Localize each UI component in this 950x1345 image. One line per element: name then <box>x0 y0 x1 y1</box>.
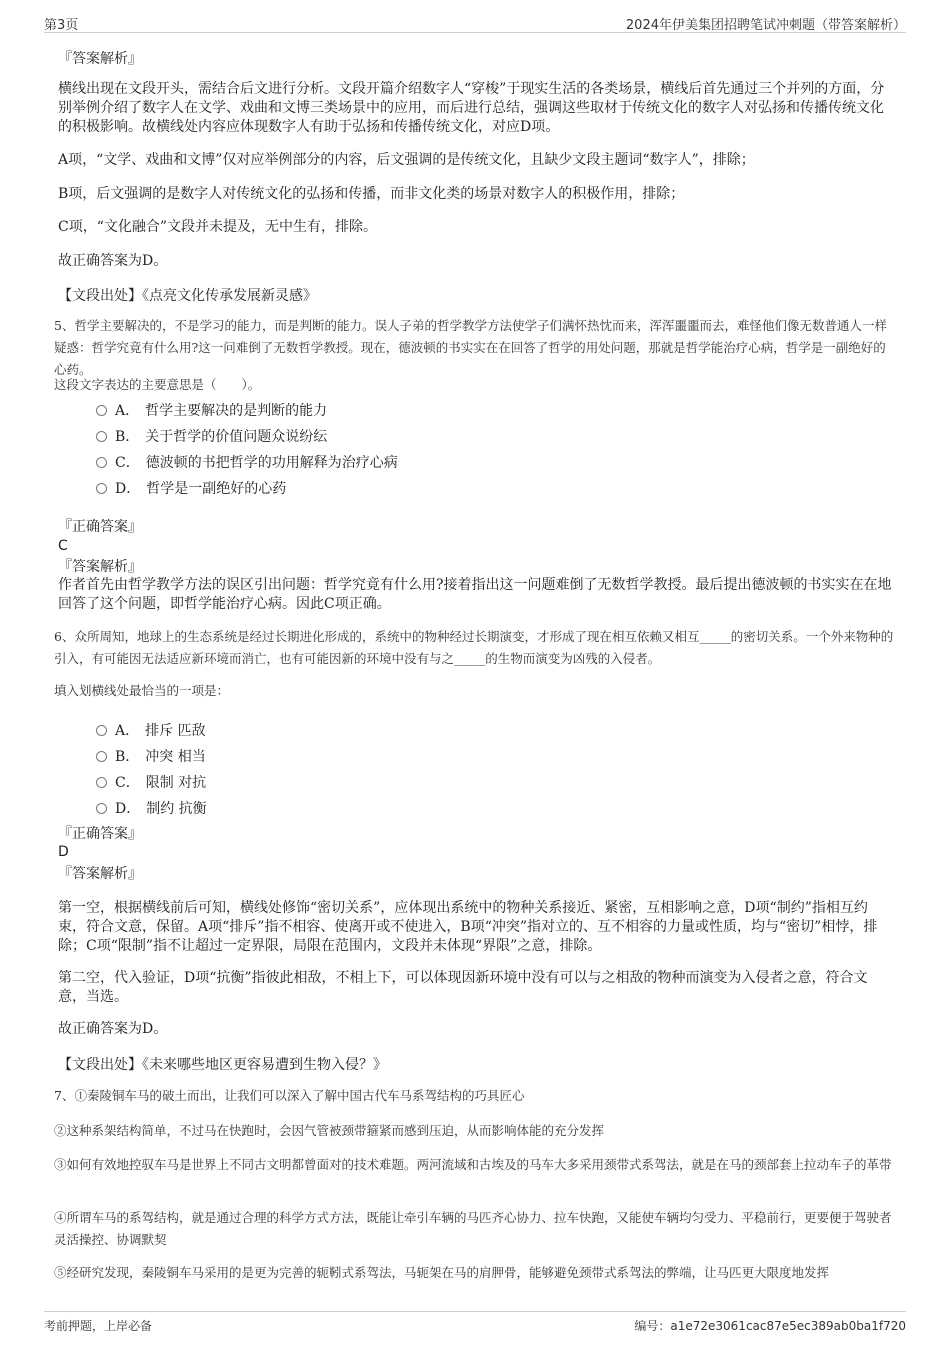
radio-icon[interactable] <box>96 751 107 762</box>
page-header <box>44 12 906 33</box>
q4-analysis-paragraph: 横线出现在文段开头，需结合后文进行分析。文段开篇介绍数字人“穿梭”于现实生活的各类场景，横线后首先通过三个并列的方面，分别举例介绍了数字人在文学、戏曲和文博三类场景中的应用，而后进行总结，强调这些取材于传统文化的数字人对弘扬和传播传统文化的积极影响。故横线处内容应体现数字人有助于弘扬和传播传统文化，对应D项。 <box>58 81 885 135</box>
q6-answer: D <box>58 844 69 860</box>
q4-option-a-note: A项，“文学、戏曲和文博”仅对应举例部分的内容，后文强调的是传统文化，且缺少文段主题词“数字人”，排除； <box>58 152 755 168</box>
footer-slogan: 考前押题，上岸必备 <box>44 1319 153 1333</box>
q4-option-b-note: B项，后文强调的是数字人对传统文化的弘扬和传播，而非文化类的场景对数字人的积极作用，排除； <box>58 186 685 202</box>
q6-source: 【文段出处】《未来哪些地区更容易遭到生物入侵？》 <box>58 1057 387 1073</box>
q6-option-b[interactable]: B． 冲突 相当 <box>96 746 206 766</box>
q5-option-c[interactable]: C． 德波顿的书把哲学的功用解释为治疗心病 <box>96 452 398 472</box>
radio-icon[interactable] <box>96 405 107 416</box>
q6-prompt: 填入划横线处最恰当的一项是： <box>54 683 230 698</box>
q5-answer: C <box>58 538 68 554</box>
page-number: 第3页 <box>44 18 79 33</box>
q5-stem: 5、哲学主要解决的，不是学习的能力，而是判断的能力。误人子弟的哲学教学方法使学子们满怀热忱而来，浑浑噩噩而去，难怪他们像无数普通人一样疑惑：哲学究竟有什么用?这一问难倒了无数哲学教授。现在，德波顿的书实实在在回答了哲学的用处问题，那就是哲学能治疗心病，哲学是一副绝好的心药。 <box>54 318 887 377</box>
q4-analysis-label: 『答案解析』 <box>58 51 142 67</box>
q6-analysis-para1: 第一空，根据横线前后可知，横线处修饰“密切关系”，应体现出系统中的物种关系接近、紧密，互相影响之意，D项“制约”指相互约束，符合文意，保留。A项“排斥”指不相容、使离开或不使进入，B项“冲突”指对立的、互不相容的力量或性质，均与“密切”相悖，排除；C项“限制”指不让超过一定界限，局限在范围内，文段并未体现“界限”之意，排除。 <box>58 900 878 954</box>
radio-icon[interactable] <box>96 777 107 788</box>
radio-icon[interactable] <box>96 483 107 494</box>
q6-option-a[interactable]: A． 排斥 匹敌 <box>96 720 206 740</box>
q5-option-a[interactable]: A． 哲学主要解决的是判断的能力 <box>96 400 327 420</box>
radio-icon[interactable] <box>96 431 107 442</box>
q6-analysis-para2: 第二空，代入验证，D项“抗衡”指彼此相敌，不相上下，可以体现因新环境中没有可以与之相敌的物种而演变为入侵者之意，符合文意，当选。 <box>58 970 868 1005</box>
q6-option-c[interactable]: C． 限制 对抗 <box>96 772 206 792</box>
radio-icon[interactable] <box>96 803 107 814</box>
q5-answer-label: 『正确答案』 <box>58 519 142 535</box>
q6-conclusion: 故正确答案为D。 <box>58 1021 168 1037</box>
q7-sentence-4: ④所谓车马的系驾结构，就是通过合理的科学方式方法，既能让牵引车辆的马匹齐心协力、拉车快跑，又能使车辆均匀受力、平稳前行，更要便于驾驶者灵活操控、协调默契 <box>54 1210 892 1247</box>
q6-option-d[interactable]: D． 制约 抗衡 <box>96 798 207 818</box>
radio-icon[interactable] <box>96 457 107 468</box>
q5-analysis-label: 『答案解析』 <box>58 559 142 575</box>
q5-option-b[interactable]: B． 关于哲学的价值问题众说纷纭 <box>96 426 327 446</box>
q5-prompt: 这段文字表达的主要意思是（ ）。 <box>54 377 261 392</box>
q6-answer-label: 『正确答案』 <box>58 826 142 842</box>
q7-sentence-2: ②这种系架结构简单，不过马在快跑时，会因气管被颈带箍紧而感到压迫，从而影响体能的充分发挥 <box>54 1123 605 1138</box>
q6-analysis-label: 『答案解析』 <box>58 866 142 882</box>
q5-option-d[interactable]: D． 哲学是一副绝好的心药 <box>96 478 286 498</box>
q4-conclusion: 故正确答案为D。 <box>58 253 168 269</box>
q5-analysis: 作者首先由哲学教学方法的误区引出问题：哲学究竟有什么用?接着指出这一问题难倒了无数哲学教授。最后提出德波顿的书实实在在地回答了这个问题，即哲学能治疗心病。因此C项正确。 <box>58 577 892 612</box>
q7-sentence-1: 7、①秦陵铜车马的破土而出，让我们可以深入了解中国古代车马系驾结构的巧具匠心 <box>54 1088 525 1103</box>
page-footer <box>44 1311 906 1337</box>
q6-stem: 6、众所周知，地球上的生态系统是经过长期进化形成的，系统中的物种经过长期演变，才形成了现在相互依赖又相互_____的密切关系。一个外来物种的引入，有可能因无法适应新环境而消亡，也有可能因新的环境中没有与之_____的生物而演变为凶残的入侵者。 <box>54 629 894 666</box>
footer-code: 编号：a1e72e3061cac87e5ec389ab0ba1f720 <box>634 1319 906 1333</box>
q7-sentence-5: ⑤经研究发现，秦陵铜车马采用的是更为完善的轭靷式系驾法，马轭架在马的肩胛骨，能够避免颈带式系驾法的弊端，让马匹更大限度地发挥 <box>54 1265 830 1280</box>
q4-source: 【文段出处】《点亮文化传承发展新灵感》 <box>58 288 317 304</box>
q7-sentence-3: ③如何有效地控驭车马是世界上不同古文明都曾面对的技术难题。两河流域和古埃及的马车大多采用颈带式系驾法，就是在马的颈部套上拉动车子的革带 <box>54 1157 892 1172</box>
q4-option-c-note: C项，“文化融合”文段并未提及，无中生有，排除。 <box>58 219 378 235</box>
document-title: 2024年伊美集团招聘笔试冲刺题（带答案解析） <box>625 18 906 33</box>
radio-icon[interactable] <box>96 725 107 736</box>
